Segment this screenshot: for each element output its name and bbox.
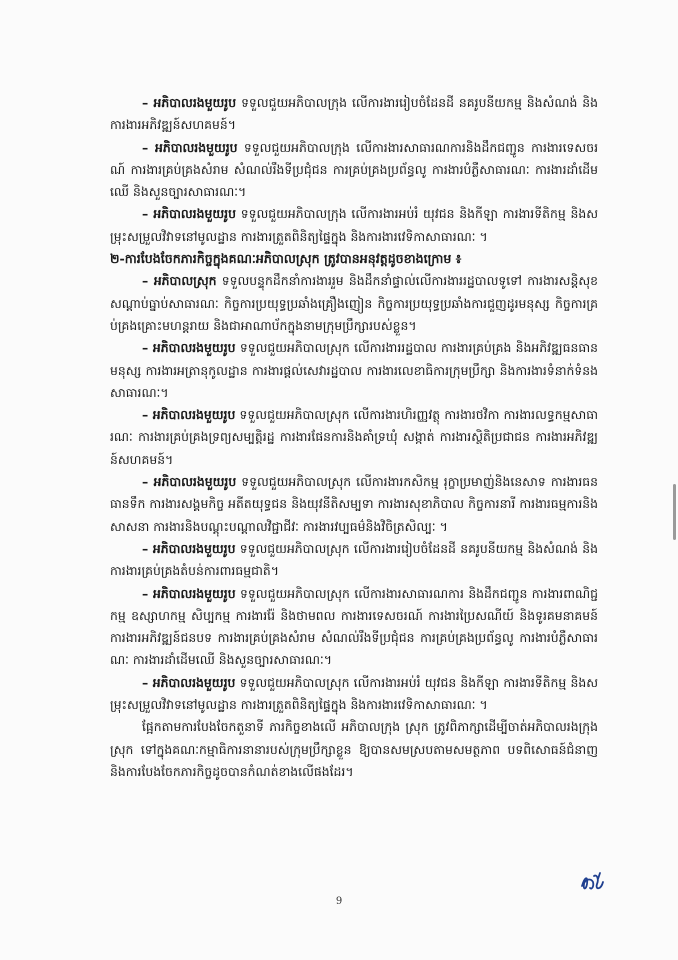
duty-description: ទទួលជួយអភិបាលស្រុក លើការងារកសិកម្ម រុក្ខាប្រមាញ់និងនេសាទ ការងារធនធានទឹក ការងារសង្គមកិច្ច អតីតយុទ្ធជន និងយុវនីតិសម្បទា ការងារសុខាភិបាល កិច្ចការនារី ការងារធម្មការនិងសាសនា ការងារនិងបណ្តុះបណ្តាលវិជ្ជាជីវៈ ការងារវប្បធម៌និងវិចិត្រសិល្បៈ ។	[110, 474, 599, 534]
duty-item	[110, 137, 598, 204]
duty-role-label: – អភិបាលស្រុក	[142, 273, 217, 289]
duty-description: ទទួលជួយអភិបាលក្រុង លើការងាររៀបចំដែនដី នគរូបនីយកម្ម និងសំណង់ និងការងារអភិវឌ្ឍន៍សហគមន៍។	[110, 95, 598, 133]
duty-description: ទទួលជួយអភិបាលស្រុក លើការងាររដ្ឋបាល ការងារគ្រប់គ្រង និងអភិវឌ្ឍធនធានមនុស្ស ការងារអត្រានុកូលដ្ឋាន ការងារផ្តល់សេវារដ្ឋបាល ការងារលេខាធិការក្រុមប្រឹក្សា និងការងារទំនាក់ទំនងសាធារណៈ។	[110, 340, 599, 400]
duty-role-label: – អភិបាលរងមួយរូប	[142, 674, 236, 690]
page-content	[110, 92, 598, 783]
duty-item	[110, 471, 598, 538]
scrollbar[interactable]	[670, 0, 678, 960]
duty-item	[110, 203, 598, 248]
duty-description: ទទួលជួយអភិបាលស្រុក លើការងារអប់រំ យុវជន និងកីឡា ការងារទីតិកម្ម និងសម្រុះសម្រួលវិវាទនៅមូលដ្ឋាន ការងារត្រួតពិនិត្យផ្ទៃក្នុង និងការងារវេទិកាសាធារណៈ ។	[110, 674, 598, 713]
scrollbar-thumb[interactable]	[673, 484, 676, 540]
duty-item	[110, 270, 598, 337]
initials-signature	[579, 870, 607, 894]
duty-description: ទទួលជួយអភិបាលក្រុង លើការងារសាធារណការនិងដឹកជញ្ជូន ការងារទេសចរណ៍ ការងារគ្រប់គ្រងសំរាម សំណល់រឹងទីប្រជុំជន ការគ្រប់គ្រងប្រព័ន្ធលូ ការងារបំភ្លឺសាធារណៈ ការងារដាំដើមឈើ និងសួនច្បារសាធារណៈ។	[110, 139, 598, 200]
duty-description: ទទួលជួយអភិបាលក្រុង លើការងារអប់រំ យុវជន និងកីឡា ការងារទីតិកម្ម និងសម្រុះសម្រួលវិវាទនៅមូលដ្ឋាន ការងារត្រួតពិនិត្យផ្ទៃក្នុង និងការងារវេទិកាសាធារណៈ ។	[110, 206, 598, 244]
duty-description: ទទួលបន្ទុកដឹកនាំការងាររួម និងដឹកនាំផ្ទាល់លើការងាររដ្ឋបាលទូទៅ ការងារសន្តិសុខ សណ្តាប់ធ្នាប់សាធារណៈ កិច្ចការប្រយុទ្ធប្រឆាំងគ្រឿងញៀន កិច្ចការប្រយុទ្ធប្រឆាំងការជួញដូរមនុស្ស កិច្ចការគ្រប់គ្រងគ្រោះមហន្តរាយ និងជាអាណាប័កក្នុងនាមក្រុមប្រឹក្សារបស់ខ្លួន។	[110, 273, 598, 333]
duty-description: ទទួលជួយអភិបាលស្រុក លើការងារសាធារណការ និងដឹកជញ្ជូន ការងារពាណិជ្ជកម្ម ឧស្សាហកម្ម សិប្បកម្ម ការងាររ៉ែ និងថាមពល ការងារទេសចរណ៍ ការងារប្រៃសណីយ៍ និងទូរគមនាគមន៍ ការងារអភិវឌ្ឍន៍ជនបទ ការងារគ្រប់គ្រងសំរាម សំណល់រឹងទីប្រជុំជន ការគ្រប់គ្រងប្រព័ន្ធលូ ការងារបំភ្លឺសាធារណៈ ការងារដាំដើមឈើ និងសួនច្បារសាធារណៈ។	[110, 585, 599, 668]
duty-role-label: – អភិបាលរងមួយរូប	[142, 340, 236, 356]
duty-item	[110, 672, 598, 717]
duty-role-label: – អភិបាលរងមួយរូប	[142, 139, 238, 155]
closing-paragraph: ផ្អែកតាមការបែងចែកតួនាទី ភារកិច្ចខាងលើ អភិបាលក្រុង ស្រុក ត្រូវពិភាក្សាដើម្បីចាត់អភិបាលរងក្រុង ស្រុក ទៅក្នុងគណៈកម្មាធិការនានារបស់ក្រុមប្រឹក្សាខ្លួន ឱ្យបានសមស្របតាមសមត្ថភាព បទពិសោធន៍ជំនាញ និងការបែងចែកភារកិច្ចដូចបានកំណត់ខាងលើផងដែរ។	[110, 719, 598, 779]
duty-role-label: – អភិបាលរងមួយរូប	[142, 95, 237, 110]
page-number: 9	[335, 896, 343, 907]
duty-item	[110, 337, 598, 404]
duty-item	[110, 583, 598, 672]
duty-description: ទទួលជួយអភិបាលស្រុក លើការងារហិរញ្ញវត្ថុ ការងារថវិកា ការងារលទ្ធកម្មសាធារណៈ ការងារគ្រប់គ្រងទ្រព្យសម្បត្តិរដ្ឋ ការងារផែនការនិងគាំទ្រឃុំ សង្កាត់ ការងារស្ថិតិប្រជាជន ការងារអភិវឌ្ឍន៍សហគមន៍។	[110, 407, 598, 467]
section-heading: ២-ការបែងចែកភារកិច្ចក្នុងគណៈអភិបាលស្រុក ត្រូវបានអនុវត្តដូចខាងក្រោម ៖	[110, 251, 462, 267]
duty-description: ទទួលជួយអភិបាលស្រុក លើការងាររៀបចំដែនដី នគរូបនីយកម្ម និងសំណង់ និងការងារគ្រប់គ្រងតំបន់ការពារធម្មជាតិ។	[110, 540, 598, 579]
duty-role-label: – អភិបាលរងមួយរូប	[142, 407, 236, 423]
duty-item	[110, 538, 598, 583]
duty-role-label: – អភិបាលរងមួយរូប	[142, 585, 236, 601]
duty-role-label: – អភិបាលរងមួយរូប	[142, 206, 236, 222]
duty-role-label: – អភិបាលរងមួយរូប	[142, 474, 237, 490]
duty-item	[110, 92, 598, 137]
duty-item	[110, 404, 598, 471]
duty-role-label: – អភិបាលរងមួយរូប	[142, 540, 236, 556]
